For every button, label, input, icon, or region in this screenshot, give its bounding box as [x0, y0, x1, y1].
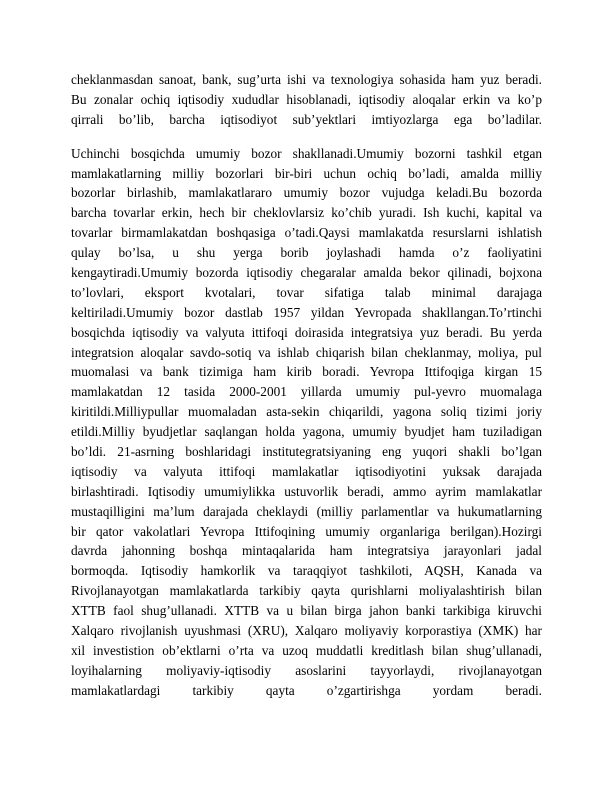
paragraph-2	[71, 144, 542, 701]
text-line: davrda jahonning boshqa mintaqalarida ham integratsiya jarayonlari jadal	[71, 543, 542, 559]
text-line: xil investistion ob’ektlarni o’rta va uzoq muddatli kreditlash bilan shug’ullanadi,	[71, 642, 542, 658]
text-line: birlashtiradi. Iqtisodiy umumiylikka ustuvorlik beradi, ammo ayrim mamlakatlar	[71, 483, 542, 499]
text-line: muomalasi va bank tizimiga ham kirib boradi. Yevropa Ittifoqiga kirgan 15	[71, 364, 542, 380]
paragraph-1	[71, 70, 542, 130]
text-line: Bu zonalar ochiq iqtisodiy xududlar hisoblanadi, iqtisodiy aloqalar erkin va ko’p	[71, 91, 542, 107]
text-line: keltiriladi.Umumiy bozor dastlab 1957 yildan Yevropada shakllangan.To’rtinchi	[71, 304, 542, 320]
text-line: iqtisodiy va valyuta ittifoqi mamlakatlar iqtisodiyotini yuksak darajada	[71, 463, 542, 479]
text-line: kengaytiradi.Umumiy bozorda iqtisodiy chegaralar amalda bekor qilinadi, bojxona	[71, 265, 542, 281]
text-line: integratsion aloqalar savdo-sotiq va ishlab chiqarish bilan cheklanmay, moliya, pul	[71, 344, 542, 360]
text-line: mamlakatlarning milliy bozorlari bir-biri uchun ochiq bo’ladi, amalda milliy	[71, 165, 542, 181]
text-line: Rivojlanayotgan mamlakatlarda tarkibiy qayta qurishlarni moliyalashtirish bilan	[71, 583, 542, 599]
text-line: qirrali bo’lib, barcha iqtisodiyot sub’yektlari imtiyozlarga ega bo’ladilar.	[71, 111, 542, 127]
text-line: loyihalarning moliyaviy-iqtisodiy asoslarini tayyorlaydi, rivojlanayotgan	[71, 662, 542, 678]
text-line: qulay bo’lsa, u shu yerga borib joylashadi hamda o’z faoliyatini	[71, 245, 542, 261]
text-line: tovarlar birmamlakatdan boshqasiga o’tadi.Qaysi mamlakatda resurslarni ishlatish	[71, 225, 542, 241]
text-line: XTTB faol shug’ullanadi. XTTB va u bilan birga jahon banki tarkibiga kiruvchi	[71, 603, 542, 619]
text-line: bir qator vakolatlari Yevropa Ittifoqining umumiy organlariga berilgan).Hozirgi	[71, 523, 542, 539]
text-line: mustaqilligini ma’lum darajada cheklaydi (milliy parlamentlar va hukumatlarning	[71, 503, 542, 519]
text-line: cheklanmasdan sanoat, bank, sug’urta ishi va texnologiya sohasida ham yuz beradi.	[71, 72, 542, 87]
text-line: bo’ldi. 21-asrning boshlaridagi institutegratsiyaning eng yuqori shakli bo’lgan	[71, 444, 542, 460]
text-line: mamlakatlardagi tarkibiy qayta o’zgartirishga yordam beradi.	[71, 682, 542, 698]
text-line: Xalqaro rivojlanish uyushmasi (XRU), Xalqaro moliyaviy korporastiya (XMK) har	[71, 623, 542, 639]
paragraph-gap	[71, 130, 542, 144]
text-line: Uchinchi bosqichda umumiy bozor shakllanadi.Umumiy bozorni tashkil etgan	[71, 145, 542, 161]
text-line: kiritildi.Milliypullar muomaladan asta-sekin chiqarildi, yagona soliq tizimi joriy	[71, 404, 542, 420]
text-line: bormoqda. Iqtisodiy hamkorlik va taraqqiyot tashkiloti, AQSH, Kanada va	[71, 563, 542, 579]
text-line: etildi.Milliy byudjetlar saqlangan holda yagona, umumiy byudjet ham tuziladigan	[71, 424, 542, 440]
text-line: to’lovlari, eksport kvotalari, tovar sifatiga talab minimal darajaga	[71, 284, 542, 300]
text-line: mamlakatdan 12 tasida 2000-2001 yillarda umumiy pul-yevro muomalaga	[71, 384, 542, 400]
text-line: bozorlar birlashib, mamlakatlararo umumiy bozor vujudga keladi.Bu bozorda	[71, 185, 542, 201]
document-page	[71, 70, 542, 701]
text-line: barcha tovarlar erkin, hech bir cheklovlarsiz ko’chib yuradi. Ish kuchi, kapital va	[71, 205, 542, 221]
text-line: bosqichda iqtisodiy va valyuta ittifoqi doirasida integratsiya yuz beradi. Bu yerda	[71, 324, 542, 340]
